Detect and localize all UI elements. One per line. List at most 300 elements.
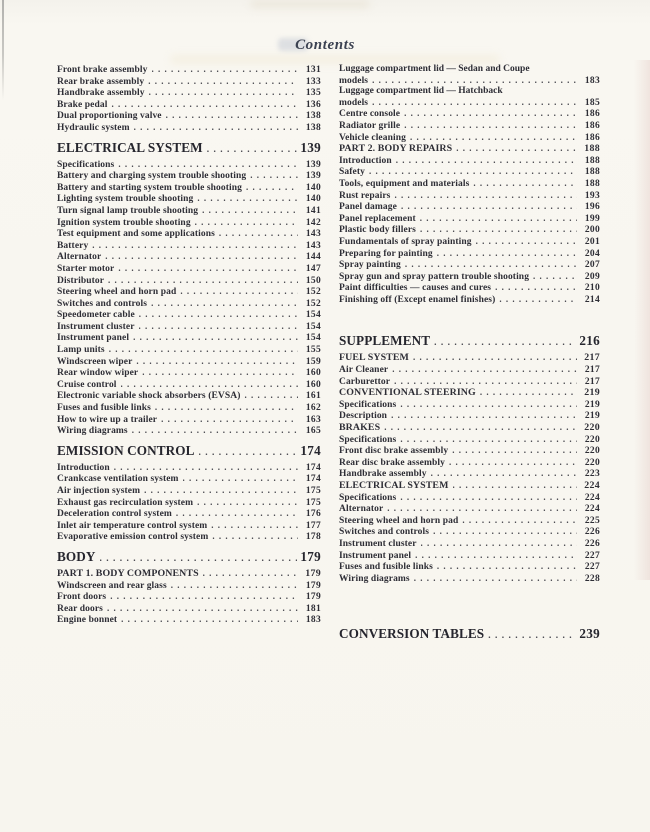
entry-label: Battery — [57, 240, 89, 251]
page-number: 176 — [305, 509, 321, 520]
leader-dots — [250, 170, 298, 182]
toc-section-heading — [339, 334, 600, 350]
entry-label: Panel replacement — [339, 213, 416, 224]
toc-entry — [57, 508, 321, 520]
page-number: 224 — [584, 480, 600, 491]
entry-label: Rear doors — [57, 603, 103, 614]
toc-entry — [57, 87, 321, 99]
leader-dots — [219, 228, 298, 240]
leader-dots — [151, 298, 298, 310]
leader-dots — [488, 627, 576, 643]
toc-entry — [57, 414, 321, 426]
toc-entry — [339, 282, 600, 294]
entry-label: Dual proportioning valve — [57, 111, 162, 122]
page-number: 143 — [305, 229, 321, 240]
page-number: 162 — [305, 403, 321, 414]
page-number: 139 — [305, 159, 321, 170]
page-number: 178 — [305, 532, 321, 543]
entry-label: Steering wheel and horn pad — [57, 287, 177, 298]
entry-label: Evaporative emission control system — [57, 532, 209, 543]
leader-dots — [462, 515, 577, 527]
toc-entry — [57, 159, 321, 171]
toc-section-heading — [57, 141, 321, 157]
page-number: 214 — [584, 294, 600, 305]
leader-dots — [420, 224, 577, 236]
entry-label: Wiring diagrams — [57, 426, 128, 437]
entry-label: Turn signal lamp trouble shooting — [57, 205, 199, 216]
leader-dots — [495, 282, 577, 294]
entry-label: Description — [339, 411, 388, 422]
leader-dots — [166, 110, 298, 122]
toc-entry — [339, 190, 600, 202]
page-number: 152 — [305, 287, 321, 298]
entry-label: FUEL SYSTEM — [339, 352, 409, 364]
page-number: 220 — [584, 422, 600, 434]
entry-label: Front doors — [57, 592, 107, 603]
leader-dots — [183, 473, 298, 485]
page-number: 186 — [584, 132, 600, 143]
column-gap — [339, 584, 600, 620]
leader-dots — [414, 573, 577, 585]
leader-dots — [413, 352, 577, 364]
entry-label: Cruise control — [57, 379, 117, 390]
leader-dots — [121, 614, 298, 626]
entry-label: Air injection system — [57, 486, 141, 496]
entry-label: Tools, equipment and materials — [339, 178, 470, 189]
leader-dots — [118, 263, 298, 275]
entry-label: Steering wheel and horn pad — [339, 515, 459, 526]
entry-label: BRAKES — [339, 422, 381, 434]
entry-label: Radiator grille — [339, 120, 401, 131]
page-number: 175 — [305, 497, 321, 508]
leader-dots — [384, 422, 577, 434]
page-number: 144 — [305, 252, 321, 263]
page-number: 220 — [584, 434, 600, 445]
toc-entry — [57, 251, 321, 263]
toc-section-heading — [57, 550, 321, 566]
toc-entry — [339, 259, 600, 271]
toc-part-heading — [339, 143, 600, 155]
toc-left-column — [57, 64, 321, 626]
toc-entry — [339, 248, 600, 260]
toc-entry — [57, 205, 321, 217]
toc-entry — [339, 526, 600, 538]
page-number: 161 — [305, 391, 321, 402]
entry-label: Engine bonnet — [57, 615, 118, 626]
entry-label: Front disc brake assembly — [339, 446, 449, 457]
page-number: 188 — [584, 167, 600, 178]
entry-label: Battery and charging system trouble shooting — [57, 171, 247, 182]
entry-label: Safety — [339, 167, 365, 178]
page-number: 152 — [305, 298, 321, 309]
leader-dots — [139, 321, 298, 333]
toc-entry — [57, 76, 321, 88]
leader-dots — [372, 75, 577, 87]
page-number: 165 — [305, 426, 321, 437]
entry-label: Air Cleaner — [339, 365, 389, 376]
entry-label: Paint difficulties — causes and cures — [339, 283, 492, 294]
entry-label: Handbrake assembly — [339, 469, 427, 480]
page-number: 188 — [584, 178, 600, 189]
leader-dots — [437, 248, 577, 260]
entry-label: Alternator — [339, 504, 384, 515]
toc-entry — [57, 64, 321, 76]
page-number: 200 — [584, 225, 600, 236]
entry-label: Rear brake assembly — [57, 76, 145, 87]
scan-shadow-right — [634, 60, 650, 580]
toc-entry — [57, 122, 321, 134]
toc-section-heading — [339, 627, 600, 643]
page-number: 227 — [584, 550, 600, 561]
page-number: 207 — [584, 260, 600, 271]
toc-entry — [339, 108, 600, 120]
toc-entry — [339, 294, 600, 306]
page-number: 210 — [584, 283, 600, 294]
leader-dots — [437, 561, 577, 573]
page-number: 196 — [584, 202, 600, 213]
toc-entry — [339, 236, 600, 248]
toc-entry — [57, 286, 321, 298]
entry-label: Specifications — [339, 434, 397, 445]
leader-dots — [420, 213, 577, 225]
leader-dots — [203, 568, 298, 580]
toc-entry — [339, 271, 600, 283]
page-number: 147 — [305, 263, 321, 274]
leader-dots — [392, 364, 577, 376]
toc-entry — [57, 182, 321, 194]
entry-label: Windscreen wiper — [57, 356, 133, 367]
toc-entry — [57, 520, 321, 532]
leader-dots — [161, 414, 298, 426]
leader-dots — [100, 550, 298, 566]
toc-entry — [57, 170, 321, 182]
toc-entry — [57, 275, 321, 287]
entry-label: Fuses and fusible links — [57, 403, 151, 414]
entry-label: Preparing for painting — [339, 248, 433, 259]
leader-dots — [394, 190, 577, 202]
leader-dots — [400, 492, 577, 504]
entry-label: Instrument panel — [339, 550, 412, 561]
toc-entry — [57, 402, 321, 414]
entry-label: Vehicle cleaning — [339, 132, 406, 143]
leader-dots — [387, 503, 577, 515]
leader-dots — [171, 580, 298, 592]
toc-entry — [57, 614, 321, 626]
leader-dots — [105, 251, 298, 263]
leader-dots — [452, 445, 577, 457]
entry-label: BODY — [57, 548, 96, 564]
leader-dots — [410, 132, 577, 144]
entry-label: Fundamentals of spray painting — [339, 236, 472, 247]
entry-label: Plastic body fillers — [339, 225, 416, 236]
entry-label: Carburettor — [339, 376, 391, 387]
toc-entry — [57, 473, 321, 485]
page-number: 220 — [584, 446, 600, 457]
page-header — [0, 36, 650, 54]
leader-dots — [401, 201, 577, 213]
toc-entry — [57, 580, 321, 592]
page-title: Contents — [295, 37, 355, 53]
page-number: 216 — [579, 333, 600, 349]
entry-label: Panel damage — [339, 202, 397, 213]
entry-label: CONVENTIONAL STEERING — [339, 387, 476, 399]
page-number: 174 — [305, 474, 321, 485]
toc-entry — [57, 390, 321, 402]
entry-label: Spray painting — [339, 260, 401, 271]
page-number: 220 — [584, 457, 600, 468]
page-number: 139 — [305, 171, 321, 182]
toc-entry — [339, 561, 600, 573]
page-number: 217 — [584, 352, 600, 364]
page-number: 139 — [300, 139, 321, 155]
page-number: 179 — [305, 567, 321, 579]
toc-entry — [57, 356, 321, 368]
entry-label: EMISSION CONTROL — [57, 442, 195, 458]
leader-dots — [246, 182, 298, 194]
entry-label: Speedometer cable — [57, 310, 135, 321]
toc-entry — [339, 468, 600, 480]
toc-entry-wrapped-line1 — [339, 86, 600, 97]
toc-part-heading — [339, 422, 600, 434]
toc-entry-wrapped-line1 — [339, 64, 600, 75]
toc-entry — [57, 591, 321, 603]
page-number: 138 — [305, 122, 321, 133]
entry-label: Luggage compartment lid — Hatchback — [339, 86, 503, 97]
leader-dots — [199, 444, 298, 460]
entry-label: Alternator — [57, 252, 102, 263]
leader-dots — [149, 87, 298, 99]
leader-dots — [453, 480, 577, 492]
page-number: 155 — [305, 345, 321, 356]
leader-dots — [107, 603, 298, 615]
toc-entry — [339, 434, 600, 446]
page-number: 188 — [584, 143, 600, 155]
entry-label: Test equipment and some applications — [57, 229, 215, 240]
entry-label: ELECTRICAL SYSTEM — [57, 139, 203, 155]
toc-entry — [339, 538, 600, 550]
leader-dots — [176, 508, 298, 520]
page-number: 141 — [305, 205, 321, 216]
entry-label: Rear window wiper — [57, 368, 139, 379]
leader-dots — [108, 275, 298, 287]
leader-dots — [132, 425, 298, 437]
entry-label: Instrument cluster — [57, 321, 135, 332]
toc-entry — [339, 515, 600, 527]
page-number: 160 — [305, 379, 321, 390]
entry-label: Instrument panel — [57, 333, 130, 344]
leader-dots — [148, 76, 298, 88]
toc-section-heading — [57, 444, 321, 460]
page-number: 217 — [584, 365, 600, 376]
leader-dots — [134, 122, 298, 134]
toc-entry — [57, 240, 321, 252]
entry-label: Finishing off (Except enamel finishes) — [339, 294, 496, 305]
entry-label: PART 2. BODY REPAIRS — [339, 143, 453, 155]
toc-entry-wrapped-line2 — [339, 75, 600, 87]
leader-dots — [369, 166, 577, 178]
toc-entry — [57, 367, 321, 379]
leader-dots — [405, 259, 577, 271]
leader-dots — [142, 367, 298, 379]
page-number: 219 — [584, 387, 600, 399]
toc-entry — [57, 379, 321, 391]
entry-label: Rear disc brake assembly — [339, 457, 445, 468]
leader-dots — [110, 591, 298, 603]
entry-label: Battery and starting system trouble shooting — [57, 182, 242, 193]
page-number: 131 — [305, 65, 321, 75]
leader-dots — [212, 531, 298, 543]
page-number: 223 — [584, 469, 600, 480]
entry-label: Switches and controls — [57, 298, 148, 309]
leader-dots — [400, 399, 577, 411]
toc-entry — [339, 492, 600, 504]
page-number: 154 — [305, 310, 321, 321]
page-number: 154 — [305, 321, 321, 332]
toc-entry — [57, 110, 321, 122]
page-number: 188 — [584, 155, 600, 166]
entry-label: Specifications — [339, 399, 397, 410]
toc-entry — [339, 166, 600, 178]
toc-entry — [339, 503, 600, 515]
column-gap — [339, 305, 600, 327]
leader-dots — [533, 271, 577, 283]
entry-label: Luggage compartment lid — Sedan and Coupe — [339, 64, 530, 74]
page-number: 160 — [305, 368, 321, 379]
page-number: 181 — [305, 603, 321, 614]
toc-entry — [57, 425, 321, 437]
leader-dots — [195, 217, 298, 229]
page-number: 163 — [305, 414, 321, 425]
leader-dots — [152, 64, 299, 76]
leader-dots — [394, 376, 577, 388]
leader-dots — [476, 236, 577, 248]
page-number: 204 — [584, 248, 600, 259]
page-number: 136 — [305, 99, 321, 110]
entry-label: Exhaust gas recirculation system — [57, 497, 194, 508]
toc-entry — [339, 178, 600, 190]
entry-label: Distributor — [57, 275, 105, 286]
entry-label: How to wire up a trailer — [57, 414, 158, 425]
toc-entry — [57, 99, 321, 111]
toc-entry — [339, 399, 600, 411]
page-number: 186 — [584, 109, 600, 120]
entry-label: ELECTRICAL SYSTEM — [339, 480, 449, 491]
page-number: 224 — [584, 492, 600, 503]
page-number: 154 — [305, 333, 321, 344]
entry-label: Handbrake assembly — [57, 88, 145, 99]
scan-smudge — [170, 55, 500, 64]
entry-label: Rust repairs — [339, 190, 391, 201]
toc-right-column — [339, 64, 600, 645]
entry-label: Hydraulic system — [57, 122, 130, 133]
entry-label: Brake pedal — [57, 99, 108, 110]
entry-label: Centre console — [339, 109, 401, 120]
toc-part-heading — [57, 568, 321, 580]
entry-label: Front brake assembly — [57, 65, 148, 75]
toc-part-heading — [339, 387, 600, 399]
page-number: 143 — [305, 240, 321, 251]
leader-dots — [499, 294, 577, 306]
entry-label: Specifications — [339, 492, 397, 503]
toc-entry — [57, 531, 321, 543]
toc-entry — [57, 344, 321, 356]
leader-dots — [431, 468, 577, 480]
page-number: 228 — [584, 573, 600, 584]
entry-label: Wiring diagrams — [339, 573, 410, 584]
entry-label: Ignition system trouble shooting — [57, 217, 191, 228]
toc-entry-wrapped-line2 — [339, 97, 600, 109]
entry-label: Starter motor — [57, 263, 115, 274]
leader-dots — [109, 344, 298, 356]
entry-label: Specifications — [57, 159, 115, 170]
page-number: 142 — [305, 217, 321, 228]
entry-label: models — [339, 97, 369, 108]
entry-label: Instrument cluster — [339, 538, 417, 549]
scan-smudge — [250, 0, 370, 8]
toc-entry — [57, 485, 321, 497]
page-number: 174 — [300, 442, 321, 458]
toc-entry — [339, 445, 600, 457]
leader-dots — [144, 485, 298, 497]
leader-dots — [197, 497, 298, 509]
entry-label: Deceleration control system — [57, 509, 172, 520]
page-number: 138 — [305, 111, 321, 122]
leader-dots — [121, 379, 298, 391]
toc-entry — [57, 462, 321, 474]
toc-entry — [339, 550, 600, 562]
page-number: 150 — [305, 275, 321, 286]
leader-dots — [207, 141, 298, 157]
page-number: 179 — [305, 580, 321, 591]
page-number: 219 — [584, 399, 600, 410]
page-number: 209 — [584, 271, 600, 282]
toc-entry — [57, 497, 321, 509]
leader-dots — [456, 143, 577, 155]
leader-dots — [133, 332, 298, 344]
entry-label: Fuses and fusible links — [339, 562, 433, 573]
leader-dots — [404, 108, 577, 120]
entry-label: Introduction — [339, 155, 392, 166]
page-number: 199 — [584, 213, 600, 224]
page-number: 175 — [305, 486, 321, 496]
toc-entry — [339, 132, 600, 144]
entry-label: Introduction — [57, 462, 110, 473]
page-number: 183 — [305, 615, 321, 626]
toc-entry — [57, 228, 321, 240]
leader-dots — [396, 155, 577, 167]
entry-label: Lamp units — [57, 345, 105, 356]
leader-dots — [473, 178, 577, 190]
entry-label: CONVERSION TABLES — [339, 626, 485, 642]
leader-dots — [433, 526, 577, 538]
page-number: 224 — [584, 504, 600, 515]
toc-part-heading — [339, 480, 600, 492]
page-number: 227 — [584, 562, 600, 573]
leader-dots — [449, 457, 577, 469]
page-number: 133 — [305, 76, 321, 87]
entry-label: Switches and controls — [339, 527, 430, 538]
entry-label: Crankcase ventilation system — [57, 474, 179, 485]
entry-label: models — [339, 75, 369, 86]
toc-entry — [339, 376, 600, 388]
toc-entry — [57, 193, 321, 205]
entry-label: PART 1. BODY COMPONENTS — [57, 567, 199, 579]
leader-dots — [114, 462, 298, 474]
page-number: 140 — [305, 194, 321, 205]
page-number: 226 — [584, 527, 600, 538]
entry-label: Electronic variable shock absorbers (EVSA) — [57, 391, 241, 402]
entry-label: Windscreen and rear glass — [57, 580, 167, 591]
